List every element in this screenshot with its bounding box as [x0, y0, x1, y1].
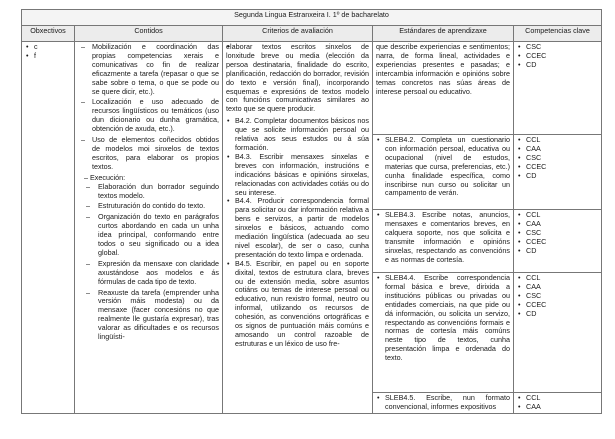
competence-item: • CSC	[517, 292, 598, 301]
criterion-continuation: • elaborar textos escritos sinxelos de lonxitude breve ou media (elección da persoa destinataria, finalidade do escrito, planificación, redacción do borrador, revisión do texto e versión final), incorporando esquemas e expresións de textos modelo con funcións comunicativas similares ao texto que se quere producir.	[226, 43, 369, 114]
content-subitem: – Organización do texto en parágrafos curtos abordando en cada un unha idea principal, conformando entre todos o seu significado ou a idea global.	[78, 213, 219, 258]
competence-item: • CCEC	[517, 52, 598, 61]
table-title: Segunda Lingua Estranxeira I. 1º de bacharelato	[22, 10, 602, 26]
objectives-cell	[22, 42, 75, 414]
criterion-item: • B4.4. Producir correspondencia formal para solicitar ou dar información relativa a bens e servizos, a partir de modelos sinxelos e básicos, actuando como mediación lingüística (adecuada ao seu nivel escolar), de ser o caso, cunha presentación do texto limpa e ordenada.	[226, 197, 369, 259]
standard-cell	[373, 135, 514, 210]
curriculum-page	[21, 9, 601, 429]
criterion-item: • B4.2. Completar documentos básicos nos que se solicite información persoal ou relativa aos seus estudos ou á súa formación.	[226, 117, 369, 153]
standard-text: • SLEB4.5. Escribe, nun formato convencional, informes expositivos	[376, 394, 510, 412]
competence-item: • CCEC	[517, 301, 598, 310]
criteria-cell	[223, 42, 373, 414]
content-subitem: – Estruturación do contido do texto.	[78, 202, 219, 211]
standard-text: • SLEB4.4. Escribe correspondencia formal básica e breve, dirixida a institucións públicas ou privadas ou entidades comerciais, na que pide ou dá información, ou solicita un servizo, respectando as convencións formais e normas de cortesía máis comúns neste tipo de textos, cunha presentación limpa e ordenada do texto.	[376, 274, 510, 363]
standard-cell	[373, 42, 514, 135]
competence-item: • CD	[517, 172, 598, 181]
standard-text: • SLEB4.2. Completa un cuestionario con información persoal, educativa ou ocupacional (nivel de estudos, materias que cursa, preferencias, etc.) cunha finalidade específica, como inscribirse nun curso ou solicitar un campamento de verán.	[376, 136, 510, 198]
header-competences: Competencias clave	[514, 26, 602, 42]
standard-text: que describe experiencias e sentimentos; narra, de forma lineal, actividades e experiencias presentes e pasadas; e intercambia información e opinións sobre temas concretos nas súas áreas de interese persoal ou educativo.	[376, 42, 510, 96]
contents-section-label: – Execución:	[84, 172, 126, 182]
competences-cell	[514, 42, 602, 135]
header-criteria: Criterios de avaliación	[223, 26, 373, 42]
criterion-item: • B4.3. Escribir mensaxes sinxelas e breves con información, instrucións e indicacións básicas e opinións sinxelas, relacionadas con actividades cotiás ou do seu interese.	[226, 153, 369, 198]
content-item: – Mobilización e coordinación das propias competencias xerais e comunicativas co fin de realizar eficazmente a tarefa (repasar o que se sabe sobre o tema, o que se pode ou se quere dicir, etc.).	[78, 43, 219, 96]
standard-cell	[373, 393, 514, 414]
competence-item: • CCL	[517, 394, 598, 403]
content-item: – Uso de elementos coñecidos obtidos de modelos moi sinxelos de textos escritos, para elaborar os propios textos.	[78, 136, 219, 172]
content-subitem: – Reaxuste da tarefa (emprender unha versión máis modesta) ou da mensaxe (facer concesións no que realmente lle gustaría expresar), tras valorar as dificultades e os recursos lingüísti-	[78, 289, 219, 342]
header-objectives: Obxectivos	[22, 26, 75, 42]
competence-item: • CAA	[517, 403, 598, 412]
competence-item: • CD	[517, 247, 598, 256]
objective-item: • f	[25, 52, 71, 61]
standard-text: • SLEB4.3. Escribe notas, anuncios, mensaxes e comentarios breves, en calquera soporte, nos que solicita e transmite información e opinións sinxelas, respectando as convencións e as normas de cortesía.	[376, 211, 510, 264]
standard-cell	[373, 210, 514, 273]
criterion-item: • B4.5. Escribir, en papel ou en soporte dixital, textos de estrutura clara, breves ou de extensión media, sobre asuntos cotiáns ou temas de interese persoal ou educativo, nun rexistro formal, neutro ou informal, utilizando os recursos de cohesión, as convencións ortográficas e os signos de puntuación máis comúns e amosando un control razoable de estruturas e un léxico de uso fre-	[226, 260, 369, 349]
competence-item: • CD	[517, 310, 598, 319]
competence-item: • CAA	[517, 145, 598, 154]
header-standards: Estándares de aprendizaxe	[373, 26, 514, 42]
competence-item: • CCL	[517, 211, 598, 220]
content-item: – Localización e uso adecuado de recursos lingüísticos ou temáticos (uso dun dicionario ou dunha gramática, obtención de axuda, etc.).	[78, 98, 219, 134]
competence-item: • CCEC	[517, 163, 598, 172]
competence-item: • CAA	[517, 220, 598, 229]
competence-item: • CSC	[517, 43, 598, 52]
competence-item: • CD	[517, 61, 598, 70]
competences-cell	[514, 135, 602, 210]
competences-cell	[514, 393, 602, 414]
objective-item: • c	[25, 43, 71, 52]
competence-item: • CAA	[517, 283, 598, 292]
competence-item: • CCL	[517, 136, 598, 145]
competence-item: • CCL	[517, 274, 598, 283]
curriculum-table	[21, 9, 602, 414]
competences-cell	[514, 273, 602, 393]
standard-cell	[373, 273, 514, 393]
competence-item: • CSC	[517, 229, 598, 238]
competence-item: • CSC	[517, 154, 598, 163]
content-subitem: – Expresión da mensaxe con claridade axustándose aos modelos e ás fórmulas de cada tipo de texto.	[78, 260, 219, 287]
header-contents: Contidos	[75, 26, 223, 42]
competence-item: • CCEC	[517, 238, 598, 247]
contents-cell	[75, 42, 223, 414]
content-subitem: – Elaboración dun borrador seguindo textos modelo.	[78, 183, 219, 201]
competences-cell	[514, 210, 602, 273]
